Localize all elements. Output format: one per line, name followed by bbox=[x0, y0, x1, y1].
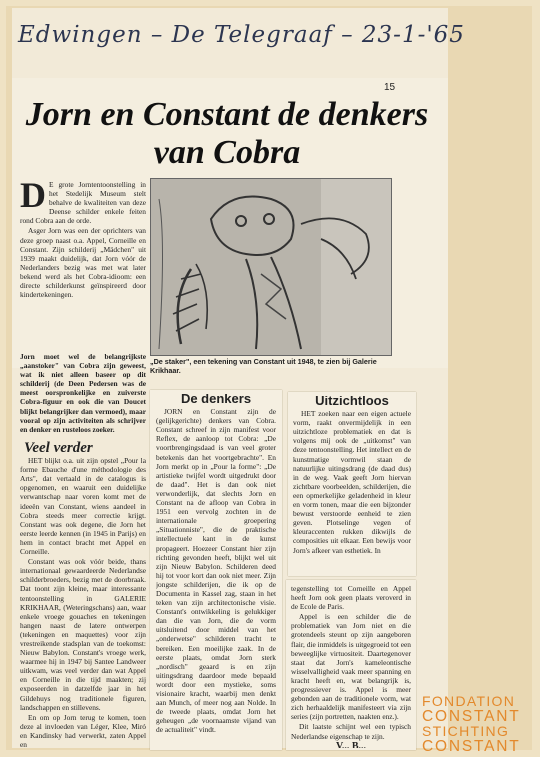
lead-bold-text: Jorn moet wel de belangrijkste „aanstoker" van Cobra zijn geweest, wat ik niet alleen baseer op dit schilderij (de Deen Pedersen was de meest oorspronkelijke en zuiverste Cobra-figuur en ook die van Doucet blijkt belangrijker dan vermoed), maar vooral op zijn activiteiten als schrijver en denker en rusteloos zoeker. bbox=[20, 352, 146, 434]
dropcap-letter: D bbox=[20, 180, 46, 215]
de-denkers-heading: De denkers bbox=[180, 394, 252, 406]
de-denkers-clipping bbox=[150, 390, 282, 750]
continuation-column bbox=[291, 584, 411, 748]
de-denkers-text: JORN en Constant zijn de (gelijkgerichte) denkers van Cobra. Constant schreef in zijn manifest voor Reflex, de aanloop tot Cobra: „De voortbrengingsdaad is van veel groter betekenis dan het voortgebrachte". En Jorn merkt op in „Pour la forme": „De artistieke twijfel wordt uitgedrukt door de daad". Het is dan ook niet verwonderlijk, dat slechts Jorn en Constant na de afloop van Cobra in 1951 een vervolg zochten in de internationale groepering „Situationniste", die de praktische intellectuele kant in de kunst propageert. Hoezeer Constant hier zijn richting gevonden heeft, blijkt wel uit zijn Nieuw Babylon. Schilderen deed hij tot voor kort dan ook niet meer. Zijn jongste schilderijen, die ik op de Documenta in Kassel zag, staan in het teken van zijn architectonische visie. Constant's ontwikkeling is gelukkiger dan die van Jorn, die de vorm uitsluitend door middel van het „onderwetse" schilderen tracht te bereiken. Een moeilijke zaak. In de eerste plaats, omdat Jorn sterk „nordisch" geaard is en zijn uitingsdrang daardoor mede bepaald wordt door een mystieke, soms visionaire kracht, waarbij men denkt aan Munch, of meer nog aan Nolde. In de tweede plaats, omdat Jorn het geheugen „de voornaamste vijand van de actualiteit" vindt. bbox=[156, 407, 276, 735]
logo-line-3: STICHTING bbox=[422, 723, 510, 739]
fondation-constant-logo bbox=[422, 694, 532, 754]
drawing-illustration bbox=[151, 179, 391, 355]
veel-verder-heading: Veel verder bbox=[24, 440, 93, 456]
logo-line-1: FONDATION bbox=[422, 693, 516, 709]
de-denkers-column bbox=[156, 394, 276, 748]
lead-bold-column bbox=[20, 352, 146, 436]
logo-line-4: CONSTANT bbox=[422, 738, 521, 755]
uitzichtloos-heading: Uitzichtloos bbox=[315, 396, 389, 408]
continuation-text-3: Dit laatste schijnt wel een typisch Nederlandse eigenschap te zijn. bbox=[291, 722, 411, 741]
continuation-text-1: tegenstelling tot Corneille en Appel heeft Jorn ook geen plaats veroverd in de Ecole de Paris. bbox=[291, 584, 411, 612]
veel-verder-column bbox=[20, 438, 146, 750]
handwritten-source-note: Edwingen – De Telegraaf – 23-1-'65 bbox=[18, 22, 465, 48]
intro-paragraph-2: Asger Jorn was een der oprichters van deze groep naast o.a. Appel, Corneille en Constant. Zijn schilderij „Mädchen" uit 1939 maakt duidelijk, dat Jorn vóór de Nederlanders bezig was met wat later bekend werd als het Cobra-idioom: een directe schilderkunst geïnspireerd door kindertekeningen. bbox=[20, 226, 146, 300]
uitzichtloos-text: HET zoeken naar een eigen actuele vorm, raakt onvermijdelijk in een uitzichtloze problematiek en dat is volgens mij ook de „uitkomst" van deze tentoonstelling. Het intellect en de kunstmatige vormwil staan de natuurlijke uitingsdrang (de daad dus) in de weg. Vaak geeft Jorn hiervan zichtbare voorbeelden, schilderijen, die een opmerkelijke geladenheid in kleur en vorm tonen, maar die een bijzonder bewust verstoorde eenheid te zien geven. Plotselinge vegen of kleuraccenten rukken dikwijls de composities uit elkaar. Een bewijs voor Jorn's afkeer van esthetiek. In bbox=[293, 409, 411, 555]
intro-column bbox=[20, 180, 146, 348]
veel-verder-p3: En om op Jorn terug te komen, toen deze al invloeden van Léger, Klee, Miró en Kandinsky had verwerkt, zaten Appel en bbox=[20, 712, 146, 749]
continuation-text-2: Appel is een schilder die de problematiek van Jorn niet en die grotendeels steunt op zijn aangeboren flair, die inmiddels is uitgegroeid tot een beweeglijke virtuositeit. Daartegenover staat dat Jorn's kameleontische wisselvalligheid vaak meer spanning en kracht heeft en, wat belangrijk is, progressiever is. Appel is meer gebonden aan de traditionele vorm, wat zich herhaaldelijk manifesteert via zijn series (zijn portretten, naakten enz.). bbox=[291, 612, 411, 722]
uitzichtloos-clipping bbox=[288, 392, 416, 576]
intro-paragraph-1: E grote Jorntentoonstelling in het Stedelijk Museum stelt behalve de kwaliteiten van deze Deense schilder enkele feiten rond Cobra aan de orde. bbox=[20, 180, 146, 226]
logo-line-2: CONSTANT bbox=[422, 708, 521, 725]
veel-verder-p2: Constant was ook vóór beide, thans internationaal gewaardeerde Nederlandse schilderbroeders, bezig met de doorbraak. Dat toont zijn kleine, maar interessante tentoonstelling in GALERIE KRIKHAAR, (Weteringschans) aan, waar enkele vroege gouaches en tekeningen hangen naast de latere ontwerpen (tekeningen en maquettes) voor zijn vrestreikende stadsplan van de toekomst: Nieuw Babylon. Constant's vroege werk, waarmee hij in 1947 bij Santee Landweer uitkwam, was veel verder dan wat Appel en Corneille in die tijd maakten; zij exposeerden in datzelfde jaar in het Gildehuys nog traditionele figuren, landschappen en stillevens. bbox=[20, 557, 146, 712]
continuation-tail: V... B... bbox=[335, 740, 367, 748]
page-number: 15 bbox=[384, 82, 396, 93]
continuation-clipping bbox=[286, 580, 416, 750]
article-headline: Jorn en Constant de denkers van Cobra bbox=[25, 96, 429, 171]
uitzichtloos-column bbox=[293, 396, 411, 574]
drawing-photo bbox=[150, 178, 392, 356]
veel-verder-p1: HET blijkt o.a. uit zijn opstel „Pour la forme Ebauche d'une méthodologie des Arts", dat vertaald in de catalogus is opgenomen, en waaruit een duidelijke verwantschap naar voren komt met de ideeën van Constant, wiens aandeel in Cobra steeds meer correctie krijgt. Constant was ook degene, die Jorn het eerste leerde kennen (in 1945 in Parijs) en hem in contact bracht met Appel en Corneille. bbox=[20, 456, 146, 557]
photo-caption: „De staker", een tekening van Constant uit 1948, te zien bij Galerie Krikhaar. bbox=[150, 357, 377, 375]
